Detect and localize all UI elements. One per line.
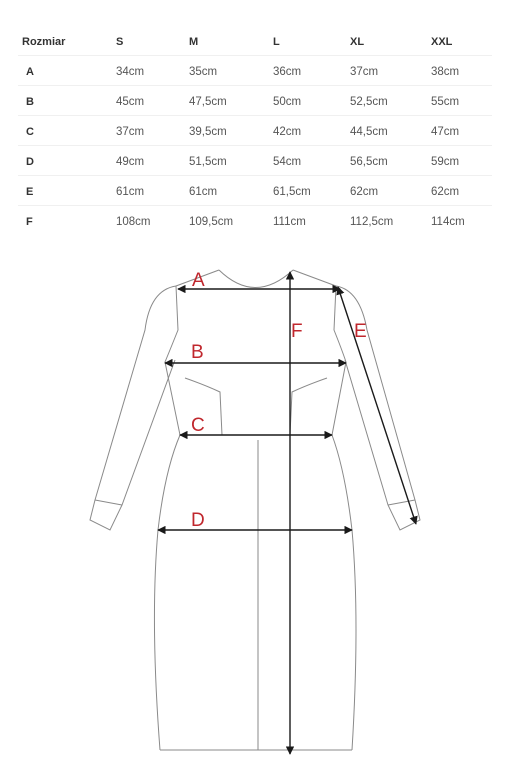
table-row [0, 65, 510, 95]
row-divider [18, 175, 492, 176]
row-divider [18, 85, 492, 86]
row-label: E [26, 186, 34, 198]
right-cuff [388, 500, 415, 505]
table-cell: 61,5cm [273, 186, 311, 198]
bodice-left-side [165, 286, 180, 435]
header-size-xl: XL [350, 36, 365, 48]
table-cell: 59cm [431, 156, 460, 168]
table-cell: 44,5cm [350, 126, 388, 138]
table-header-row [0, 35, 510, 65]
table-cell: 52,5cm [350, 96, 388, 108]
skirt-right-side [332, 435, 356, 750]
table-cell: 35cm [189, 66, 218, 78]
table-cell: 49cm [116, 156, 145, 168]
table-cell: 42cm [273, 126, 302, 138]
label-c: C [191, 415, 205, 436]
table-row [0, 155, 510, 185]
table-cell: 51,5cm [189, 156, 227, 168]
table-cell: 34cm [116, 66, 145, 78]
label-b: B [191, 342, 204, 363]
table-cell: 50cm [273, 96, 302, 108]
row-divider [18, 145, 492, 146]
table-cell: 56,5cm [350, 156, 388, 168]
table-cell: 39,5cm [189, 126, 227, 138]
table-cell: 47,5cm [189, 96, 227, 108]
shoulder-line [293, 270, 336, 286]
table-cell: 37cm [116, 126, 145, 138]
table-cell: 112,5cm [350, 216, 394, 228]
neckline [219, 270, 293, 288]
label-f: F [291, 321, 303, 342]
table-cell: 36cm [273, 66, 302, 78]
table-cell: 62cm [431, 186, 460, 198]
row-label: B [26, 96, 34, 108]
bodice-right-side [332, 286, 346, 435]
label-d: D [191, 510, 205, 531]
row-divider [18, 205, 492, 206]
table-cell: 114cm [431, 216, 465, 228]
left-cuff [95, 500, 122, 505]
row-label: A [26, 66, 34, 78]
table-cell: 111cm [273, 216, 306, 228]
table-row [0, 125, 510, 155]
table-row [0, 95, 510, 125]
header-size-xxl: XXL [431, 36, 453, 48]
table-cell: 37cm [350, 66, 379, 78]
table-row [0, 215, 510, 245]
dress-measurement-diagram [0, 255, 510, 765]
table-cell: 55cm [431, 96, 460, 108]
table-cell: 47cm [431, 126, 460, 138]
label-e: E [354, 321, 367, 342]
header-size-l: L [273, 36, 280, 48]
row-label: D [26, 156, 34, 168]
row-label: F [26, 216, 33, 228]
table-row [0, 185, 510, 215]
header-size-s: S [116, 36, 124, 48]
row-label: C [26, 126, 34, 138]
dress-outline [90, 270, 420, 750]
table-cell: 54cm [273, 156, 302, 168]
table-cell: 108cm [116, 216, 151, 228]
label-a: A [192, 270, 205, 291]
skirt-left-side [154, 435, 180, 750]
row-divider [18, 115, 492, 116]
table-cell: 61cm [189, 186, 218, 198]
table-cell: 109,5cm [189, 216, 234, 228]
bust-dart [290, 378, 327, 435]
row-divider [18, 55, 492, 56]
table-cell: 38cm [431, 66, 460, 78]
measurement-labels [191, 270, 367, 531]
table-cell: 62cm [350, 186, 379, 198]
header-size-label: Rozmiar [22, 36, 66, 48]
table-cell: 61cm [116, 186, 145, 198]
table-cell: 45cm [116, 96, 145, 108]
arrow-e [338, 287, 416, 524]
header-size-m: M [189, 36, 199, 48]
